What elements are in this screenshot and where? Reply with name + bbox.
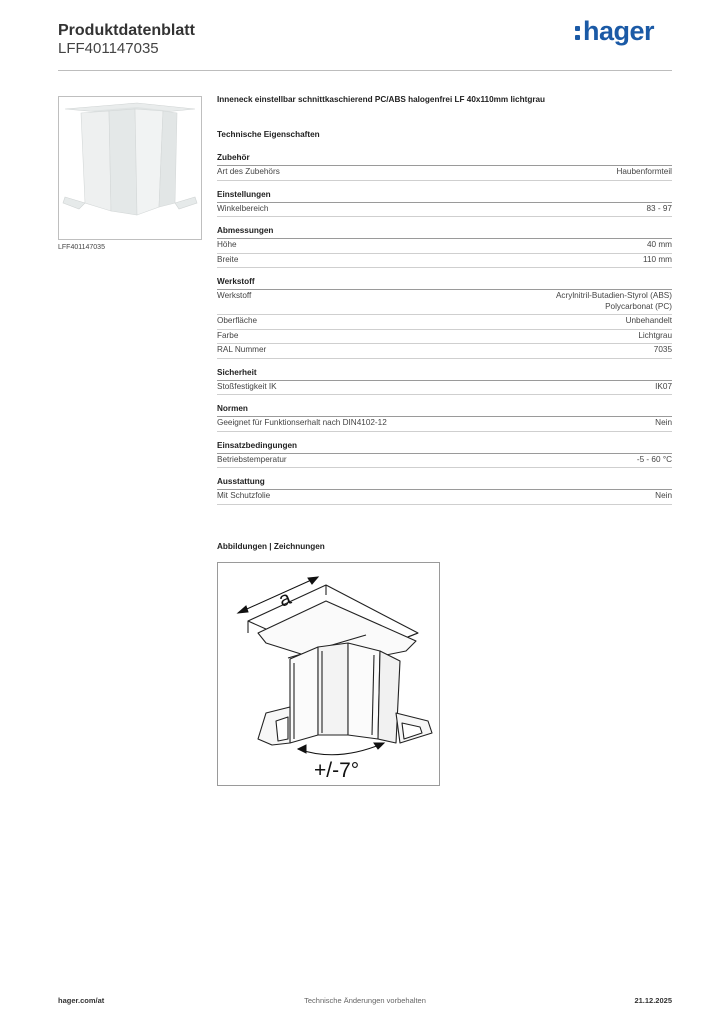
dimension-label: a	[275, 587, 295, 612]
page-footer	[58, 996, 672, 1010]
property-row	[217, 381, 672, 396]
property-value-line: Lichtgrau	[638, 330, 672, 340]
group-title: Normen	[217, 403, 672, 417]
property-value-line: Nein	[655, 491, 672, 500]
property-value-line: Nein	[655, 418, 672, 427]
property-label: Art des Zubehörs	[217, 167, 280, 176]
hager-logo	[575, 16, 654, 47]
property-value-line: 7035	[653, 345, 672, 354]
property-label: Betriebstemperatur	[217, 454, 287, 464]
property-row	[217, 166, 672, 181]
property-value-line: Haubenformteil	[616, 167, 672, 176]
footer-disclaimer: Technische Änderungen vorbehalten	[304, 996, 426, 1005]
property-label: Oberfläche	[217, 316, 258, 325]
property-value-line: 83 - 97	[646, 203, 672, 213]
property-row	[217, 239, 672, 254]
document-title: Produktdatenblatt	[58, 22, 195, 39]
property-value	[637, 455, 672, 466]
product-details	[217, 95, 672, 505]
property-value-line: Unbehandelt	[625, 316, 672, 325]
property-label: Farbe	[217, 330, 239, 340]
group-title: Werkstoff	[217, 276, 672, 290]
property-row	[217, 203, 672, 218]
property-group	[217, 152, 672, 181]
property-value-line: 110 mm	[643, 254, 672, 264]
group-title: Ausstattung	[217, 476, 672, 490]
footer-website: hager.com/at	[58, 996, 105, 1005]
property-label: Winkelbereich	[217, 203, 269, 213]
property-label: RAL Nummer	[217, 345, 267, 354]
property-value-line: 40 mm	[646, 240, 672, 249]
property-label: Breite	[217, 254, 239, 264]
logo-text: hager	[582, 16, 654, 46]
property-group	[217, 476, 672, 505]
group-title: Sicherheit	[217, 367, 672, 381]
property-value	[655, 418, 672, 429]
section-heading: Technische Eigenschaften	[217, 130, 320, 139]
group-title: Einstellungen	[217, 189, 672, 203]
property-value	[655, 382, 672, 393]
angle-label: +/-7°	[314, 759, 360, 782]
product-description: Inneneck einstellbar schnittkaschierend PC/ABS halogenfrei LF 40x110mm lichtgrau	[217, 95, 546, 104]
property-group	[217, 440, 672, 469]
property-value	[647, 240, 672, 251]
property-value	[638, 331, 672, 342]
property-value	[655, 491, 672, 502]
property-row	[217, 344, 672, 359]
property-label: Geeignet für Funktionserhalt nach DIN4102-12	[217, 418, 387, 427]
page-header	[58, 16, 672, 71]
group-title: Zubehör	[217, 152, 672, 166]
property-group	[217, 189, 672, 218]
property-row	[217, 417, 672, 432]
property-group	[217, 403, 672, 432]
technical-drawing	[217, 562, 440, 786]
product-code: LFF401147035	[58, 40, 159, 57]
property-label: Höhe	[217, 240, 237, 249]
property-value	[626, 316, 672, 327]
group-title: Einsatzbedingungen	[217, 440, 672, 454]
property-group	[217, 367, 672, 396]
footer-date: 21.12.2025	[634, 996, 672, 1005]
property-row	[217, 254, 672, 269]
property-group	[217, 276, 672, 359]
property-value	[643, 255, 672, 266]
figures-heading: Abbildungen | Zeichnungen	[217, 542, 325, 551]
property-value-line: Acrylnitril-Butadien-Styrol (ABS)	[555, 291, 672, 300]
property-groups	[217, 152, 672, 505]
property-label: Stoßfestigkeit IK	[217, 381, 277, 391]
property-value	[647, 204, 673, 215]
property-value-line: IK07	[655, 381, 672, 391]
property-row	[217, 454, 672, 469]
property-label: Mit Schutzfolie	[217, 491, 271, 500]
property-value	[616, 167, 672, 178]
image-caption: LFF401147035	[58, 244, 105, 251]
product-image	[58, 96, 202, 240]
property-value-line: Polycarbonat (PC)	[605, 301, 672, 311]
property-row	[217, 330, 672, 345]
property-group	[217, 225, 672, 268]
property-label: Werkstoff	[217, 291, 252, 300]
property-row	[217, 490, 672, 505]
property-row	[217, 315, 672, 330]
property-value	[556, 291, 672, 312]
property-row	[217, 290, 672, 315]
property-value	[654, 345, 672, 356]
group-title: Abmessungen	[217, 225, 672, 239]
property-value-line: -5 - 60 °C	[636, 454, 672, 464]
